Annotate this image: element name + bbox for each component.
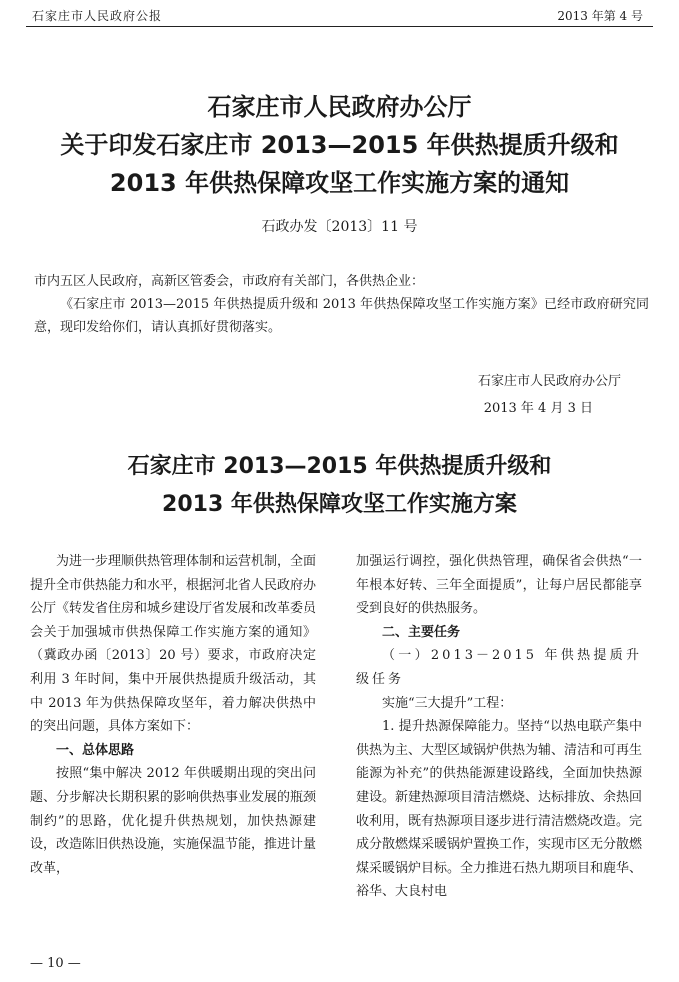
page-number: — 10 — (30, 956, 81, 971)
plan-title-line-2: 2013 年供热保障攻坚工作实施方案 (162, 492, 517, 517)
heat-source-paragraph: 1. 提升热源保障能力。坚持“以热电联产集中供热为主、大型区域锅炉供热为辅、清洁和可再生能源为补充”的供热能源建设路线，全面加快热源建设。新建热源项目清洁燃烧、达标排放、余热回收利用，既有热源项目逐步进行清洁燃烧改造。完成分散燃煤采暖锅炉置换工作，实现市区无分散燃煤采暖锅炉目标。全力推进石热九期项目和鹿华、裕华、大良村电 (356, 719, 643, 900)
plan-title (0, 448, 679, 524)
issue-number: 2013 年第 4 号 (557, 9, 643, 23)
notice-title (0, 88, 679, 202)
signature-organization: 石家庄市人民政府办公厅 (477, 374, 621, 389)
notice-title-line-3: 2013 年供热保障攻坚工作实施方案的通知 (109, 169, 570, 197)
recipients: 市内五区人民政府，高新区管委会，市政府有关部门，各供热企业： (34, 274, 425, 289)
page-header (26, 6, 653, 26)
notice-title-line-2: 关于印发石家庄市 2013—2015 年供热提质升级和 (60, 131, 619, 159)
three-upgrades-intro: 实施“三大提升”工程： (382, 695, 513, 711)
right-column (356, 550, 642, 904)
publication-name: 石家庄市人民政府公报 (32, 9, 163, 23)
general-idea-paragraph: 按照“集中解决 2012 年供暖期出现的突出问题、分步解决长期积累的影响供热事业发展的瓶颈制约”的思路，优化提升供热规划，加快热源建设，改造陈旧供热设施，实施保温节能，推进计量改革， (30, 766, 317, 876)
plan-intro-paragraph: 为进一步理顺供热管理体制和运营机制，全面提升全市供热能力和水平，根据河北省人民政府办公厅《转发省住房和城乡建设厅省发展和改革委员会关于加强城市供热保障工作实施方案的通知》（冀政办函〔2013〕20 号）要求，市政府决定利用 3 年时间，集中开展供热提质升级活动，其中 2013 年为供热保障攻坚年，着力解决供热中的突出问题，具体方案如下： (30, 554, 317, 735)
signature-date: 2013 年 4 月 3 日 (483, 401, 593, 416)
subsection-heading-upgrade-tasks: （一）2013－2015 年供热提质升级任务 (356, 648, 642, 687)
left-column (30, 550, 316, 880)
notice-body: 《石家庄市 2013—2015 年供热提质升级和 2013 年供热保障攻坚工作实施方案》已经市政府研究同意，现印发给你们，请认真抓好贯彻落实。 (34, 297, 649, 335)
general-idea-continued: 加强运行调控，强化供热管理，确保省会供热“一年根本好转、三年全面提质”，让每户居民都能享受到良好的供热服务。 (356, 554, 642, 617)
header-divider (26, 26, 653, 27)
notice-title-line-1: 石家庄市人民政府办公厅 (207, 93, 472, 121)
document-number: 石政办发〔2013〕11 号 (261, 219, 418, 235)
section-heading-main-tasks: 二、主要任务 (382, 624, 461, 640)
plan-title-line-1: 石家庄市 2013—2015 年供热提质升级和 (127, 454, 552, 479)
section-heading-general-idea: 一、总体思路 (56, 742, 135, 758)
